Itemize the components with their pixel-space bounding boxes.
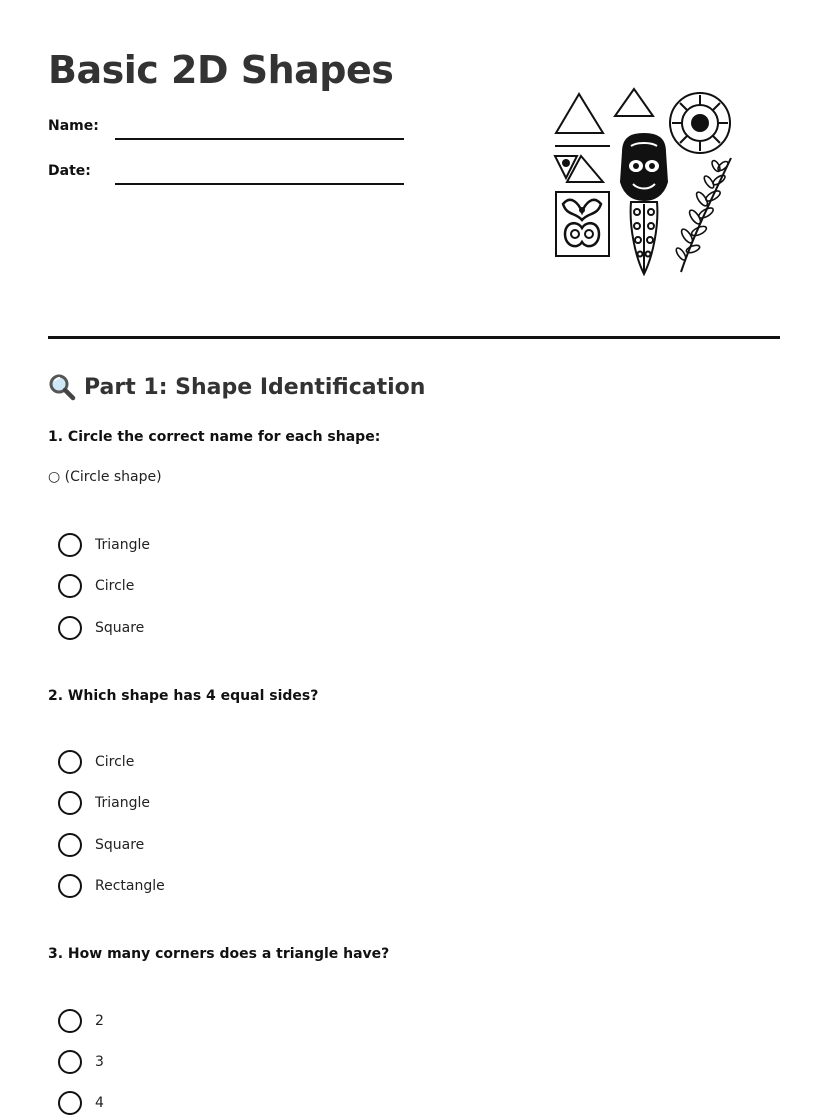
q3-option-4[interactable] — [58, 1090, 104, 1116]
q3-option-radio[interactable] — [58, 1050, 82, 1074]
question-2-prompt: 2. Which shape has 4 equal sides? — [48, 688, 319, 704]
q1-option-radio[interactable] — [58, 616, 82, 640]
q3-option-radio[interactable] — [58, 1009, 82, 1033]
q2-option-radio[interactable] — [58, 833, 82, 857]
name-writing-line[interactable] — [115, 138, 404, 140]
magnifier-icon — [48, 373, 76, 401]
q2-option-radio[interactable] — [58, 750, 82, 774]
part1-heading — [48, 373, 425, 401]
q3-option-label: 4 — [95, 1095, 104, 1111]
q1-option-circle[interactable] — [58, 573, 134, 599]
q2-option-triangle[interactable] — [58, 790, 150, 816]
q2-option-label: Square — [95, 837, 145, 853]
q1-option-label: Circle — [95, 578, 135, 594]
name-label: Name: — [48, 118, 99, 134]
date-field[interactable] — [48, 163, 408, 187]
q2-option-label: Circle — [95, 754, 135, 770]
question-1-hint: ○ (Circle shape) — [48, 469, 162, 485]
page-title: Basic 2D Shapes — [48, 48, 394, 92]
q1-option-radio[interactable] — [58, 574, 82, 598]
q3-option-label: 3 — [95, 1054, 104, 1070]
q3-option-3[interactable] — [58, 1049, 104, 1075]
name-field[interactable] — [48, 118, 408, 142]
q1-option-label: Square — [95, 620, 145, 636]
maori-shapes-illustration-icon — [553, 86, 735, 278]
q1-option-label: Triangle — [95, 537, 150, 553]
q2-option-radio[interactable] — [58, 874, 82, 898]
q2-option-label: Triangle — [95, 795, 150, 811]
q3-option-label: 2 — [95, 1013, 104, 1029]
q1-option-square[interactable] — [58, 615, 144, 641]
q2-option-circle[interactable] — [58, 749, 134, 775]
q2-option-label: Rectangle — [95, 878, 165, 894]
date-label: Date: — [48, 163, 91, 179]
q2-option-radio[interactable] — [58, 791, 82, 815]
question-1-prompt: 1. Circle the correct name for each shape: — [48, 429, 381, 445]
q3-option-radio[interactable] — [58, 1091, 82, 1115]
q2-option-square[interactable] — [58, 832, 144, 858]
part1-title: Part 1: Shape Identification — [84, 374, 426, 400]
question-3-prompt: 3. How many corners does a triangle have? — [48, 946, 390, 962]
q3-option-2[interactable] — [58, 1008, 104, 1034]
section-divider — [48, 336, 780, 339]
q1-option-triangle[interactable] — [58, 532, 150, 558]
date-writing-line[interactable] — [115, 183, 404, 185]
q2-option-rectangle[interactable] — [58, 873, 165, 899]
q1-option-radio[interactable] — [58, 533, 82, 557]
